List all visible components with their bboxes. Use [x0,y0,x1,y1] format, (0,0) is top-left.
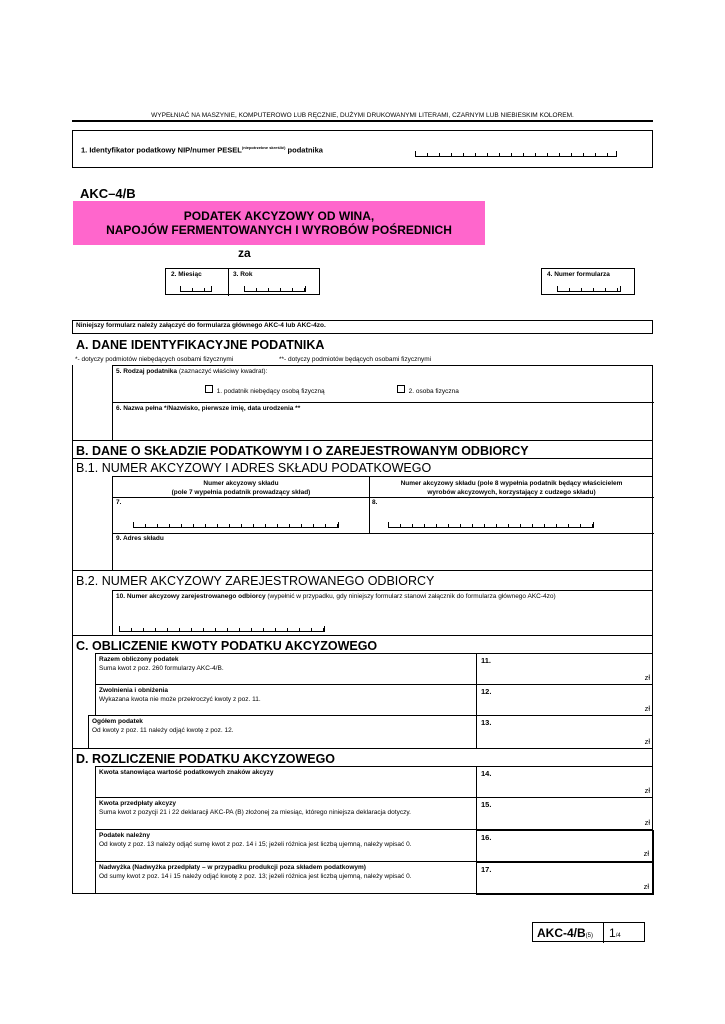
option-natural-person[interactable]: 2. osoba fizyczna [397,385,459,395]
row-description: Wykazana kwota nie może przekroczyć kwoty z poz. 11. [99,696,261,703]
b1-title: B.1. NUMER AKCYZOWY I ADRES SKŁADU PODATKOWEGO [76,461,432,475]
row-description: Suma kwot z poz. 260 formularzy AKC-4/B. [99,665,224,672]
field-10-label: 10. Numer akcyzowy zarejestrowanego odbiorcy (wypełnić w przypadku, gdy niniejszy formularz stanowi załącznik do formularza głównego AKC-4zo) [116,593,556,600]
footer-box [532,922,645,942]
field-7-input[interactable] [133,522,339,528]
page-number: 1/4 [609,926,621,940]
amount-row [95,829,653,861]
row-description: Od sumy kwot z poz. 14 i 15 należy odjąć kwotę z poz. 13; jeżeli różnica jest liczbą ujemną, należy wpisać 0. [99,873,412,880]
currency-unit: zł [643,849,649,858]
month-label: 2. Miesiąc [171,271,202,278]
currency-unit: zł [644,786,650,795]
year-label: 3. Rok [233,271,253,278]
col-2-heading: Numer akcyzowy składu (pole 8 wypełnia podatnik będący właścicielem wyrobów akcyzowych, korzystający z cudzego składu) [400,480,623,496]
note-legal: *- dotyczy podmiotów niebędących osobami fizycznymi [75,356,234,363]
amount-input[interactable] [476,767,654,798]
field-number: 12. [481,687,492,696]
b2-fields [112,590,653,635]
year-input[interactable] [244,286,306,292]
divider [72,120,653,122]
field-5-label: 5. Rodzaj podatnika (zaznaczyć właściwy kwadrat): [116,368,268,375]
field-number: 13. [481,718,492,727]
form-number-label: 4. Numer formularza [547,271,610,278]
field-6-label[interactable]: 6. Nazwa pełna */Nazwisko, pierwsze imię, data urodzenia ** [116,405,301,412]
section-a-fields [112,365,653,440]
divider [113,402,654,403]
amount-input[interactable] [476,830,654,862]
section-b-title: B. DANE O SKŁADZIE PODATKOWYM I O ZAREJESTROWANYM ODBIORCY [76,444,529,458]
row-description: Od kwoty z poz. 13 należy odjąć sumę kwot z poz. 14 i 15; jeżeli różnica jest liczbą ujemną, należy wpisać 0. [99,841,412,848]
attach-note: Niniejszy formularz należy załączyć do formularza głównego AKC-4 lub AKC-4zo. [76,322,326,329]
top-instruction: WYPEŁNIAĆ NA MASZYNIE, KOMPUTEROWO LUB RĘCZNIE, DUŻYMI DRUKOWANYMI LITERAMI, CZARNYM LUB NIEBIESKIM KOLOREM. [151,112,574,119]
section-c-title: C. OBLICZENIE KWOTY PODATKU AKCYZOWEGO [76,639,378,653]
za-label: za [238,246,251,260]
option-legal-entity[interactable]: 1. podatnik niebędący osobą fizyczną [205,385,325,395]
field-8-label: 8. [372,499,378,506]
currency-unit: zł [643,882,649,891]
checkbox-natural-person[interactable] [397,385,405,393]
banner-line-2: NAPOJÓW FERMENTOWANYCH I WYROBÓW POŚREDNICH [106,223,452,237]
amount-row [88,715,653,748]
amount-input[interactable] [476,862,654,895]
section-d-title: D. ROZLICZENIE PODATKU AKCYZOWEGO [76,752,336,766]
form-code: AKC–4/B [80,186,136,201]
row-description: Od kwoty z poz. 11 należy odjąć kwotę z poz. 12. [92,727,234,734]
field-number: 17. [481,865,492,874]
tax-id-label: 1. Identyfikator podatkowy NIP/numer $PESEL^{(niepotrzebne skreślić)}$ podatnika [81,145,323,155]
section-d-header [72,748,653,766]
section-a-header [72,333,653,365]
amount-row [95,684,653,715]
period-box [165,268,320,295]
b2-title: B.2. NUMER AKCYZOWY ZAREJESTROWANEGO ODBIORCY [76,574,435,588]
banner-line-1: PODATEK AKCYZOWY OD WINA, [183,209,375,223]
amount-row [95,797,653,829]
b2-header [72,570,653,590]
field-9-label[interactable]: 9. Adres składu [116,535,164,542]
row-description: Suma kwot z pozycji 21 i 22 deklaracji AKC-PA (B) złożonej za miesiąc, którego niniejsza deklaracja dotyczy. [99,809,411,816]
month-input[interactable] [180,286,212,292]
col-1-heading: Numer akcyzowy składu (pole 7 wypełnia podatnik prowadzący skład) [171,480,311,496]
amount-input[interactable] [476,654,654,685]
currency-unit: zł [644,737,650,746]
amount-input[interactable] [476,716,654,749]
footer-code: AKC-4/B(5) [537,926,594,940]
row-title: Zwolnienia i obniżenia [99,687,168,694]
section-b-header [72,440,653,458]
currency-unit: zł [644,818,650,827]
currency-unit: zł [644,673,650,682]
tax-id-box [72,130,653,168]
row-title: Razem obliczony podatek [99,656,179,663]
divider [603,923,604,943]
field-8-input[interactable] [388,522,594,528]
amount-input[interactable] [476,798,654,830]
section-c-header [72,635,653,653]
amount-row [95,766,653,797]
form-number-box [541,268,635,295]
checkbox-legal-entity[interactable] [205,385,213,393]
field-number: 16. [481,833,492,842]
b1-fields [112,476,653,570]
b1-header [72,458,653,476]
form-number-input[interactable] [557,286,621,292]
field-number: 15. [481,800,492,809]
row-title: Ogółem podatek [92,718,143,725]
divider [113,533,654,534]
amount-row [95,653,653,684]
row-title: Nadwyżka (Nadwyżka przedpłaty – w przypadku produkcji poza składem podatkowym) [99,864,366,871]
amount-row [95,861,653,894]
row-title: Podatek należny [99,832,150,839]
field-number: 11. [481,656,492,665]
note-person: **- dotyczy podmiotów będących osobami fizycznymi [279,356,432,363]
row-title: Kwota przedpłaty akcyzy [99,800,176,807]
section-a-title: A. DANE IDENTYFIKACYJNE PODATNIKA [76,338,325,352]
field-7-label: 7. [116,499,122,506]
field-number: 14. [481,769,492,778]
currency-unit: zł [644,704,650,713]
row-title: Kwota stanowiąca wartość podatkowych znaków akcyzy [99,769,274,776]
title-banner [73,201,485,245]
divider [228,269,229,296]
divider [113,497,654,498]
tax-id-input[interactable] [415,151,617,157]
field-10-input[interactable] [119,626,325,632]
amount-input[interactable] [476,685,654,716]
